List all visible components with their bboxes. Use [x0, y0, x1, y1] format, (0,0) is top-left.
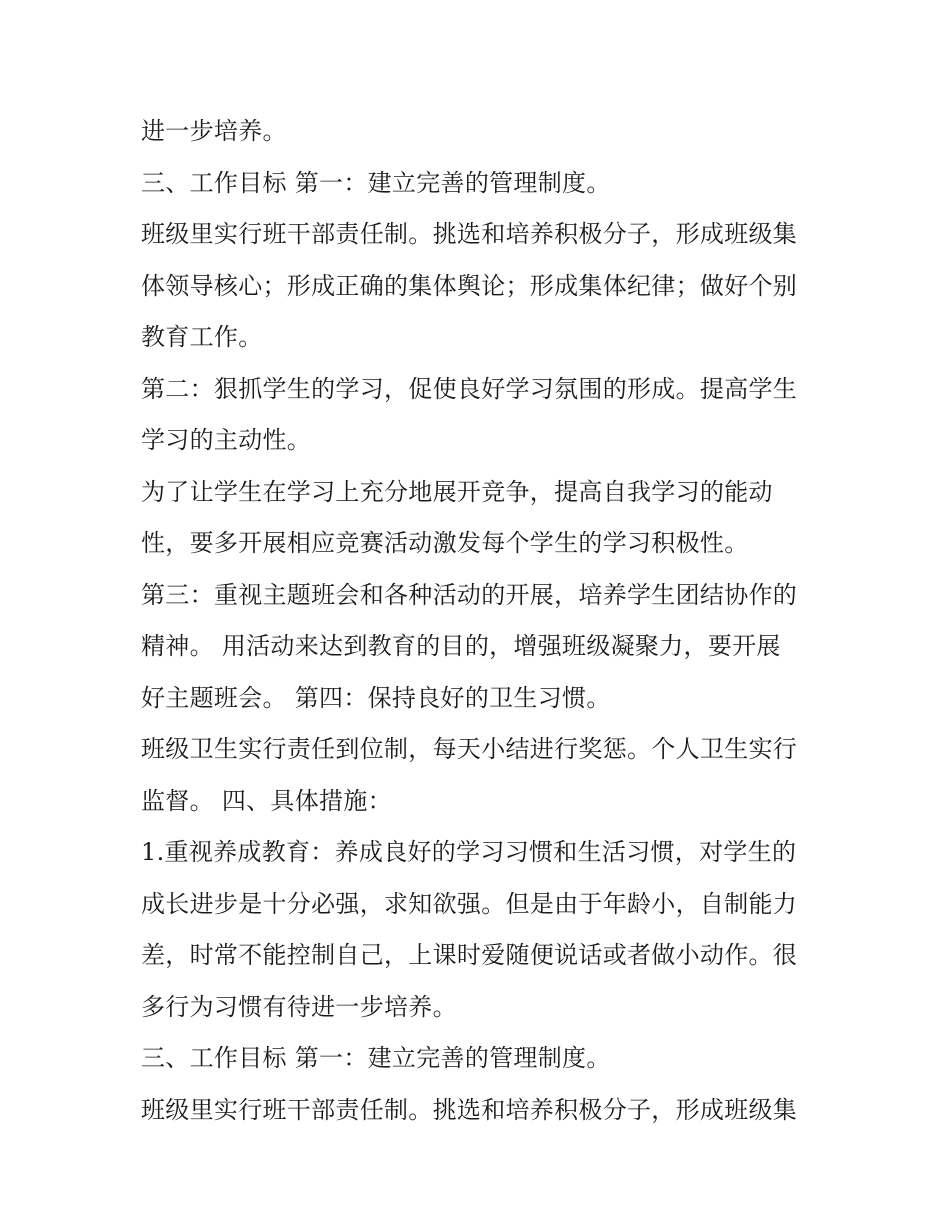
text-line: 教育工作。 — [141, 323, 263, 351]
text-line: 班级里实行班干部责任制。挑选和培养积极分子，形成班级集 — [141, 1095, 798, 1124]
text-line: 体领导核心；形成正确的集体舆论；形成集体纪律；做好个别 — [141, 271, 798, 300]
text-line: 班级里实行班干部责任制。挑选和培养积极分子，形成班级集 — [141, 220, 798, 248]
text-line: 1.重视养成教育：养成良好的学习习惯和生活习惯，对学生的 — [141, 838, 797, 866]
text-line: 成长进步是十分必强，求知欲强。但是由于年龄小，自制能力 — [141, 889, 798, 918]
text-line: 班级卫生实行责任到位制，每天小结进行奖惩。个人卫生实行 — [141, 735, 798, 763]
text-line: 三、工作目标 第一：建立完善的管理制度。 — [141, 1044, 611, 1072]
text-line: 为了让学生在学习上充分地展开竞争，提高自我学习的能动 — [141, 477, 773, 506]
text-line: 好主题班会。 第四：保持良好的卫生习惯。 — [141, 683, 611, 712]
text-line: 学习的主动性。 — [141, 426, 312, 454]
text-line: 监督。 四、具体措施： — [141, 786, 392, 815]
text-line: 精神。 用活动来达到教育的目的，增强班级凝聚力，要开展 — [141, 632, 781, 660]
text-line: 差，时常不能控制自己，上课时爱随便说话或者做小动作。很 — [141, 941, 798, 969]
text-line: 多行为习惯有待进一步培养。 — [141, 992, 457, 1021]
document-body — [141, 106, 821, 1136]
text-line: 性，要多开展相应竞赛活动激发每个学生的学习积极性。 — [141, 529, 749, 557]
text-line: 进一步培养。 — [141, 117, 287, 145]
text-line: 三、工作目标 第一：建立完善的管理制度。 — [141, 168, 611, 197]
text-line: 第二：狠抓学生的学习，促使良好学习氛围的形成。提高学生 — [141, 374, 798, 403]
text-line: 第三：重视主题班会和各种活动的开展，培养学生团结协作的 — [141, 580, 798, 609]
